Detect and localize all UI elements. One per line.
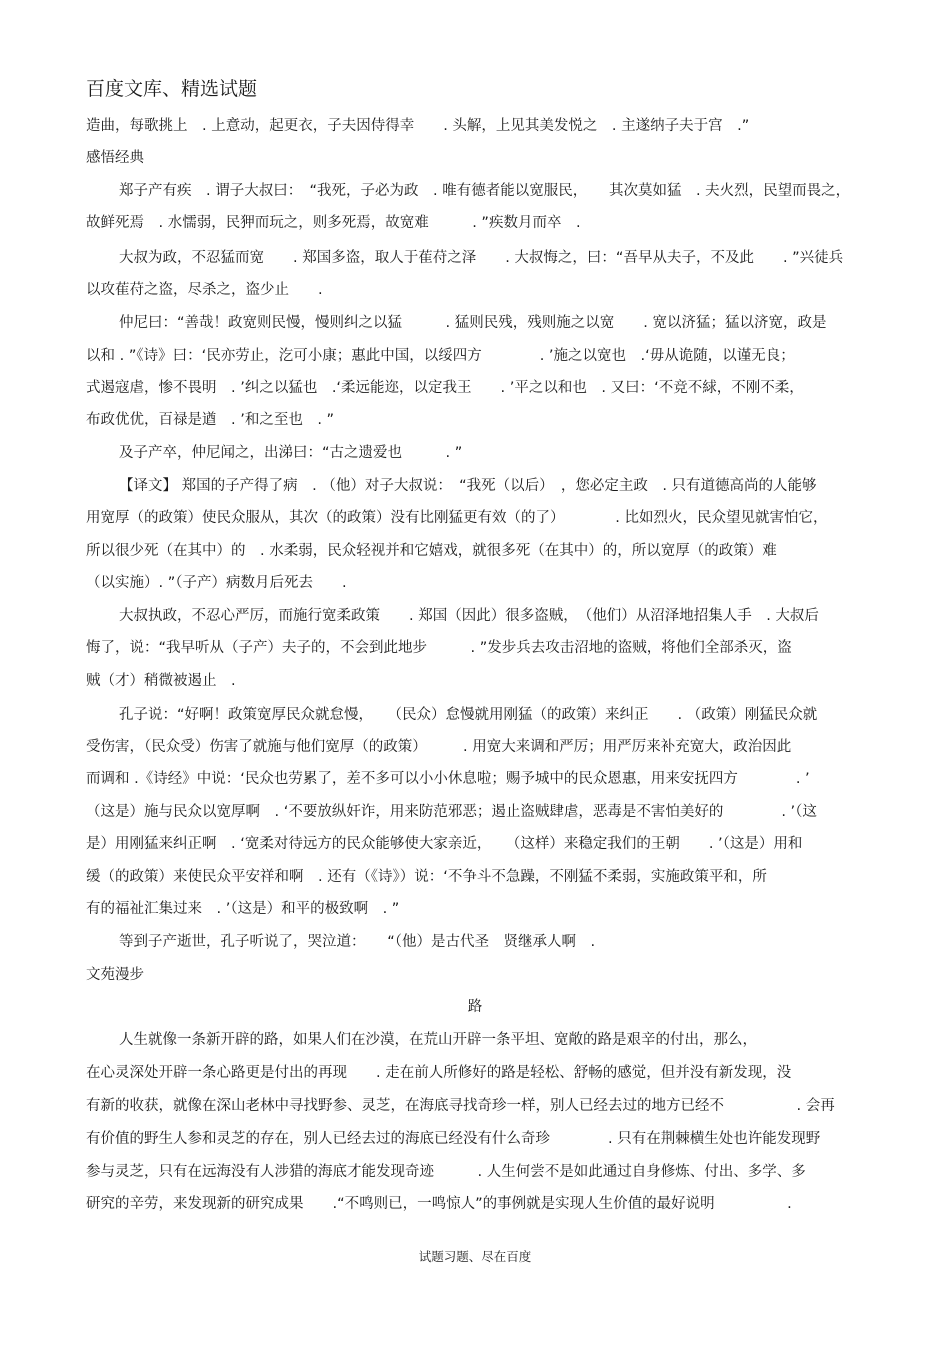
text-line: 以和 . ”《诗》曰：‘民亦劳止，汔可小康；惠此中国，以绥四方 . ’施之以宽也 .‘毋从诡随，以谨无良； (86, 348, 795, 364)
essay-title: 路 (467, 999, 483, 1015)
text-line: 研究的辛劳，来发现新的研究成果 .“不鸣则已，一鸣惊人”的事例就是实现人生价值的最好说明 . (86, 1196, 792, 1212)
text-line: 是）用刚猛来纠正啊 . ‘宽柔对待远方的民众能够使大家亲近， （这样）来稳定我们的王朝 . ’（这是）用和 (86, 836, 803, 852)
text-line: 【译文】 郑国的子产得了病 . （他）对子大叔说： “我死（以后） ，您必定主政 . 只有道德高尚的人能够 (119, 478, 817, 494)
page-title: 百度文库、精选试题 (86, 78, 258, 100)
text-line: 悔了，说：“我早听从（子产）夫子的，不会到此地步 . ”发步兵去攻击沼地的盗贼，将他们全部杀灭，盗 (86, 640, 792, 656)
text-line: 仲尼曰：“善哉！政宽则民慢，慢则纠之以猛 . 猛则民残，残则施之以宽 . 宽以济猛；猛以济宽，政是 (119, 315, 827, 331)
text-line: 及子产卒，仲尼闻之，出涕曰：“古之遗爱也 . ” (119, 445, 463, 461)
text-line: 大叔为政，不忍猛而宽 . 郑国多盗，取人于萑苻之泽 . 大叔悔之，曰：“吾早从夫子，不及此 . ”兴徒兵 (119, 250, 844, 266)
text-line: 而调和 .《诗经》中说：‘民众也劳累了，差不多可以小小休息啦；赐予城中的民众恩惠，用来安抚四方 . ’ (86, 771, 810, 787)
text-line: 有价值的野生人参和灵芝的存在，别人已经去过的海底已经没有什么奇珍 . 只有在荆棘横生处也许能发现野 (86, 1131, 821, 1147)
text-line: （这是）施与民众以宽厚啊 . ‘不要放纵奸诈，用来防范邪恶；遏止盗贼肆虐，恶毒是不害怕美好的 . ’（这 (86, 804, 817, 820)
text-line: 有的福祉汇集过来 . ’（这是）和平的极致啊 . ” (86, 901, 400, 917)
text-line: 故鲜死焉 . 水懦弱，民狎而玩之，则多死焉，故宽难 . ”疾数月而卒 . (86, 215, 581, 231)
text-line: 参与灵芝，只有在远海没有人涉猎的海底才能发现奇迹 . 人生何尝不是如此通过自身修炼、付出、多学、多 (86, 1164, 806, 1180)
text-line: 有新的收获，就像在深山老林中寻找野参、灵芝，在海底寻找奇珍一样，别人已经去过的地方已经不 . 会再 (86, 1098, 835, 1114)
text-line: 以攻萑苻之盗，尽杀之，盗少止 . (86, 282, 323, 298)
text-line: 式遏寇虐，惨不畏明 . ’纠之以猛也 .‘柔远能迩，以定我王 . ’平之以和也 . 又曰：‘不竞不絿，不刚不柔， (86, 380, 804, 396)
text-line: 布政优优，百禄是遒 . ’和之至也 . ” (86, 412, 335, 428)
text-line: 在心灵深处开辟一条心路更是付出的再现 . 走在前人所修好的路是轻松、舒畅的感觉，但并没有新发现，没 (86, 1065, 792, 1081)
section-heading: 感悟经典 (86, 150, 144, 166)
section-heading: 文苑漫步 (86, 967, 144, 983)
text-line: 缓（的政策）来使民众平安祥和啊 . 还有（《诗》）说：‘不争斗不急躁，不刚猛不柔弱，实施政策平和，所 (86, 869, 767, 885)
text-line: （以实施）. ”（子产）病数月后死去 . (86, 575, 347, 591)
text-line: 孔子说：“好啊！政策宽厚民众就怠慢， （民众）怠慢就用刚猛（的政策）来纠正 . （政策）刚猛民众就 (119, 707, 818, 723)
text-line: 大叔执政，不忍心严厉，而施行宽柔政策 . 郑国（因此）很多盗贼， （他们）从沼泽地招集人手 . 大叔后 (119, 608, 819, 624)
text-line: 所以很少死（在其中）的 . 水柔弱，民众轻视并和它嬉戏，就很多死（在其中）的，所以宽厚（的政策）难 (86, 543, 777, 559)
text-line: 等到子产逝世，孔子听说了，哭泣道： “（他）是古代圣 贤继承人啊 . (119, 934, 596, 950)
text-line: 受伤害，（民众受）伤害了就施与他们宽厚（的政策） . 用宽大来调和严厉；用严厉来补充宽大，政治因此 (86, 739, 792, 755)
text-line: 人生就像一条新开辟的路，如果人们在沙漠，在荒山开辟一条平坦、宽敞的路是艰辛的付出，那么， (119, 1032, 757, 1048)
text-line: 贼（才）稍微被遏止 . (86, 673, 236, 689)
text-line: 造曲，每歌挑上 . 上意动，起更衣，子夫因侍得幸 . 头解，上见其美发悦之 . 主遂纳子夫于宫 .” (86, 118, 750, 134)
text-line: 郑子产有疾 . 谓子大叔曰： “我死，子必为政 . 唯有德者能以宽服民， 其次莫如猛 . 夫火烈，民望而畏之， (119, 183, 851, 199)
text-line: 用宽厚（的政策）使民众服从，其次（的政策）没有比刚猛更有效（的了） . 比如烈火，民众望见就害怕它， (86, 510, 828, 526)
page-footer: 试题习题、尽在百度 (418, 1249, 532, 1264)
